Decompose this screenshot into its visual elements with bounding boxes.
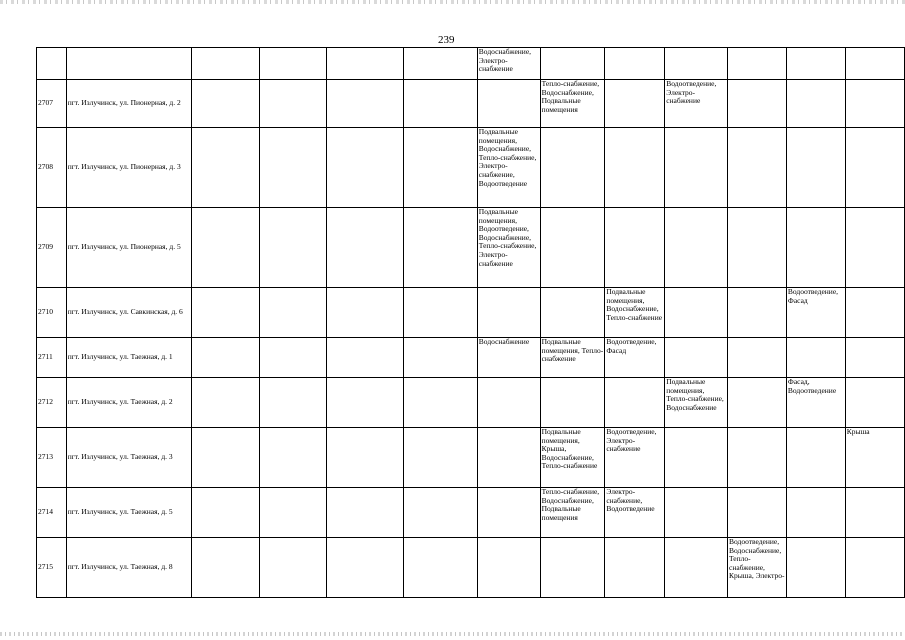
cell-works — [786, 338, 845, 378]
cell-empty — [260, 428, 327, 488]
cell-works — [605, 128, 665, 208]
cell-empty — [260, 208, 327, 288]
cell-works — [786, 488, 845, 538]
cell-works — [727, 288, 786, 338]
cell-empty — [403, 288, 477, 338]
cell-works — [665, 288, 728, 338]
cell-num — [37, 48, 67, 80]
cell-empty — [327, 80, 403, 128]
cell-works: Водоотведение, Электро-снабжение — [605, 428, 665, 488]
cell-works — [540, 128, 605, 208]
cell-works — [845, 208, 904, 288]
cell-empty — [403, 378, 477, 428]
cell-works: Подвальные помещения, Водоснабжение, Тепло-снабжение — [605, 288, 665, 338]
cell-address: пгт. Излучинск, ул. Пионерная, д. 2 — [66, 80, 191, 128]
cell-address: пгт. Излучинск, ул. Таежная, д. 5 — [66, 488, 191, 538]
cell-works — [786, 208, 845, 288]
table-row — [37, 538, 905, 598]
table-row — [37, 128, 905, 208]
cell-works — [605, 80, 665, 128]
cell-works — [727, 80, 786, 128]
cell-works: Подвальные помещения, Водоснабжение, Тепло-снабжение, Электро-снабжение, Водоотведение — [477, 128, 540, 208]
cell-works — [540, 378, 605, 428]
cell-works: Водоотведение, Фасад — [786, 288, 845, 338]
cell-empty — [327, 338, 403, 378]
cell-num: 2712 — [37, 378, 67, 428]
table-row — [37, 378, 905, 428]
cell-empty — [327, 538, 403, 598]
cell-works — [845, 128, 904, 208]
cell-works: Подвальные помещения, Тепло-снабжение — [540, 338, 605, 378]
cell-works: Крыша — [845, 428, 904, 488]
cell-address: пгт. Излучинск, ул. Пионерная, д. 3 — [66, 128, 191, 208]
cell-works — [665, 538, 728, 598]
repair-schedule-table — [36, 47, 905, 598]
cell-works: Подвальные помещения, Тепло-снабжение, Водоснабжение — [665, 378, 728, 428]
cell-empty — [191, 428, 259, 488]
cell-empty — [191, 338, 259, 378]
cell-num: 2710 — [37, 288, 67, 338]
cell-works: Тепло-снабжение, Водоснабжение, Подвальные помещения — [540, 80, 605, 128]
cell-num: 2709 — [37, 208, 67, 288]
cell-works — [845, 538, 904, 598]
cell-works — [605, 208, 665, 288]
cell-works — [540, 208, 605, 288]
cell-empty — [191, 488, 259, 538]
cell-empty — [260, 538, 327, 598]
cell-works — [727, 338, 786, 378]
cell-address: пгт. Излучинск, ул. Таежная, д. 2 — [66, 378, 191, 428]
table-row — [37, 338, 905, 378]
cell-works: Подвальные помещения, Крыша, Водоснабжение, Тепло-снабжение — [540, 428, 605, 488]
cell-works — [727, 208, 786, 288]
cell-works: Тепло-снабжение, Водоснабжение, Подвальные помещения — [540, 488, 605, 538]
cell-empty — [191, 378, 259, 428]
cell-works: Водоотведение, Электро-снабжение — [665, 80, 728, 128]
cell-works — [727, 428, 786, 488]
cell-works — [845, 338, 904, 378]
cell-works — [665, 338, 728, 378]
cell-works — [786, 538, 845, 598]
cell-works — [786, 428, 845, 488]
scan-artifact-bottom — [0, 632, 905, 636]
table-row — [37, 208, 905, 288]
cell-address: пгт. Излучинск, ул. Пионерная, д. 5 — [66, 208, 191, 288]
cell-empty — [403, 128, 477, 208]
cell-works — [540, 538, 605, 598]
cell-empty — [260, 488, 327, 538]
cell-empty — [327, 488, 403, 538]
cell-address: пгт. Излучинск, ул. Таежная, д. 3 — [66, 428, 191, 488]
cell-works — [845, 288, 904, 338]
table-row — [37, 488, 905, 538]
cell-works — [786, 128, 845, 208]
cell-empty — [403, 80, 477, 128]
cell-address — [66, 48, 191, 80]
cell-works — [477, 378, 540, 428]
cell-empty — [191, 538, 259, 598]
cell-works — [477, 288, 540, 338]
table-row — [37, 80, 905, 128]
cell-empty — [403, 538, 477, 598]
cell-num: 2714 — [37, 488, 67, 538]
cell-works: Электро-снабжение, Водоотведение — [605, 488, 665, 538]
cell-works — [477, 428, 540, 488]
cell-works — [665, 208, 728, 288]
table-row-continuation — [37, 48, 905, 80]
cell-num: 2708 — [37, 128, 67, 208]
cell-works — [540, 288, 605, 338]
cell-works — [605, 378, 665, 428]
cell-works — [477, 538, 540, 598]
cell-address: пгт. Излучинск, ул. Савкинская, д. 6 — [66, 288, 191, 338]
cell-num: 2711 — [37, 338, 67, 378]
cell-works: Водоотведение, Водоснабжение, Тепло-снабжение, Крыша, Электро- — [727, 538, 786, 598]
cell-empty — [403, 428, 477, 488]
cell-works: Подвальные помещения, Водоотведение, Водоснабжение, Тепло-снабжение, Электро-снабжение — [477, 208, 540, 288]
cell-empty — [260, 128, 327, 208]
cell-empty — [260, 288, 327, 338]
cell-empty — [403, 488, 477, 538]
cell-works — [665, 488, 728, 538]
table-row — [37, 428, 905, 488]
cell-num: 2713 — [37, 428, 67, 488]
cell-works — [727, 488, 786, 538]
cell-works — [727, 378, 786, 428]
cell-empty — [403, 338, 477, 378]
cell-empty — [327, 128, 403, 208]
cell-address: пгт. Излучинск, ул. Таежная, д. 8 — [66, 538, 191, 598]
cell-empty — [260, 338, 327, 378]
cell-empty — [191, 128, 259, 208]
page-number: 239 — [438, 34, 455, 46]
cell-num: 2707 — [37, 80, 67, 128]
cell-works — [605, 538, 665, 598]
table-row — [37, 288, 905, 338]
cell-works — [727, 128, 786, 208]
cell-address: пгт. Излучинск, ул. Таежная, д. 1 — [66, 338, 191, 378]
cell-works — [845, 488, 904, 538]
cell-works — [665, 128, 728, 208]
cell-empty — [191, 208, 259, 288]
cell-works: Водоотведение, Фасад — [605, 338, 665, 378]
cell-empty — [327, 428, 403, 488]
cell-works — [786, 80, 845, 128]
cell-works: Фасад, Водоотведение — [786, 378, 845, 428]
cell-empty — [260, 80, 327, 128]
cell-empty — [403, 208, 477, 288]
cell-empty — [327, 378, 403, 428]
cell-empty — [327, 208, 403, 288]
cell-num: 2715 — [37, 538, 67, 598]
cell-empty — [327, 288, 403, 338]
cell-empty — [260, 378, 327, 428]
scan-artifact-top — [0, 0, 905, 4]
cell-works: Водоснабжение, Электро-снабжение — [477, 48, 540, 80]
cell-empty — [191, 80, 259, 128]
cell-works — [477, 80, 540, 128]
cell-works — [845, 80, 904, 128]
cell-empty — [191, 288, 259, 338]
cell-works — [845, 378, 904, 428]
cell-works: Водоснабжение — [477, 338, 540, 378]
cell-works — [477, 488, 540, 538]
cell-works — [665, 428, 728, 488]
